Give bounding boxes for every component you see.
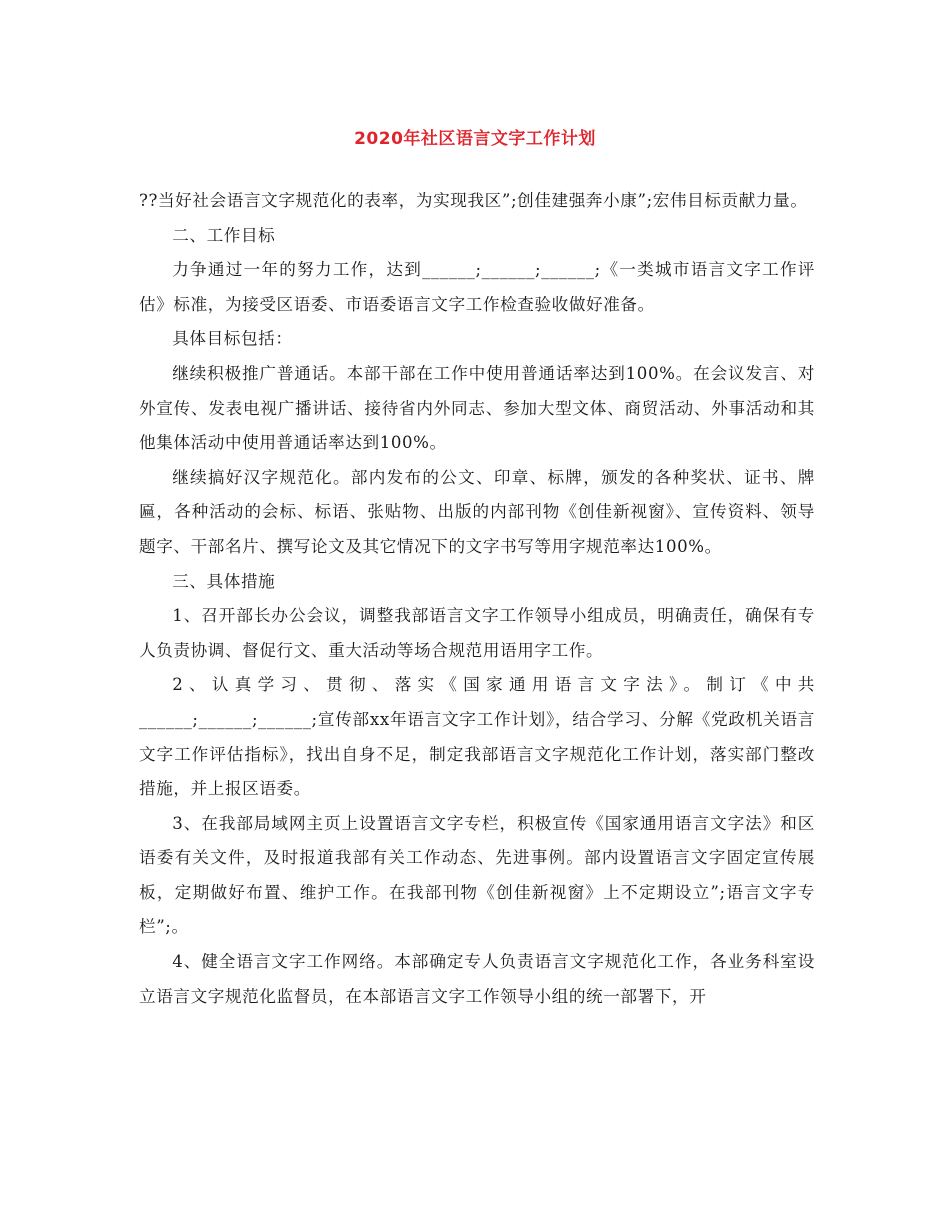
- paragraph-character-standardization: 继续搞好汉字规范化。部内发布的公文、印章、标牌，颁发的各种奖状、证书、牌匾，各种活动的会标、标语、张贴物、出版的内部刊物《创佳新视窗》、宣传资料、领导题字、干部名片、撰写论文及其它情况下的文字书写等用字规范率达100%。: [139, 467, 815, 556]
- paragraph-goal-statement: 力争通过一年的努力工作，达到______;______;______;《一类城市语言文字工作评估》标准，为接受区语委、市语委语言文字工作检查验收做好准备。: [139, 260, 815, 314]
- section-heading-work-goals: 二、工作目标: [172, 225, 276, 245]
- paragraph-measure-4: 4、健全语言文字工作网络。本部确定专人负责语言文字规范化工作，各业务科室设立语言文字规范化监督员，在本部语言文字工作领导小组的统一部署下，开: [139, 952, 815, 1006]
- document-title: 2020年社区语言文字工作计划: [354, 129, 596, 149]
- section-heading-measures: 三、具体措施: [172, 571, 276, 591]
- paragraph-measure-1: 1、召开部长办公会议，调整我部语言文字工作领导小组成员，明确责任，确保有专人负责协调、督促行文、重大活动等场合规范用语用字工作。: [139, 606, 815, 660]
- paragraph-measure-3: 3、在我部局域网主页上设置语言文字专栏，积极宣传《国家通用语言文字法》和区语委有关文件，及时报道我部有关工作动态、先进事例。部内设置语言文字固定宣传展板，定期做好布置、维护工作。在我部刊物《创佳新视窗》上不定期设立”;语言文字专栏”;。: [139, 813, 815, 937]
- document-body: [139, 184, 815, 1014]
- paragraph-measure-2: 2、认真学习、贯彻、落实《国家通用语言文字法》。制订《中共______;______;______;宣传部xx年语言文字工作计划》，结合学习、分解《党政机关语言文字工作评估指标》，找出自身不足，制定我部语言文字规范化工作计划，落实部门整改措施，并上报区语委。: [139, 675, 815, 799]
- paragraph-specific-goals-lead: 具体目标包括：: [172, 329, 293, 349]
- paragraph-mandarin-promotion: 继续积极推广普通话。本部干部在工作中使用普通话率达到100%。在会议发言、对外宣传、发表电视广播讲话、接待省内外同志、参加大型文体、商贸活动、外事活动和其他集体活动中使用普通话率达到100%。: [139, 363, 815, 453]
- paragraph-intro: ??当好社会语言文字规范化的表率，为实现我区”;创佳建强奔小康”;宏伟目标贡献力量。: [139, 191, 808, 210]
